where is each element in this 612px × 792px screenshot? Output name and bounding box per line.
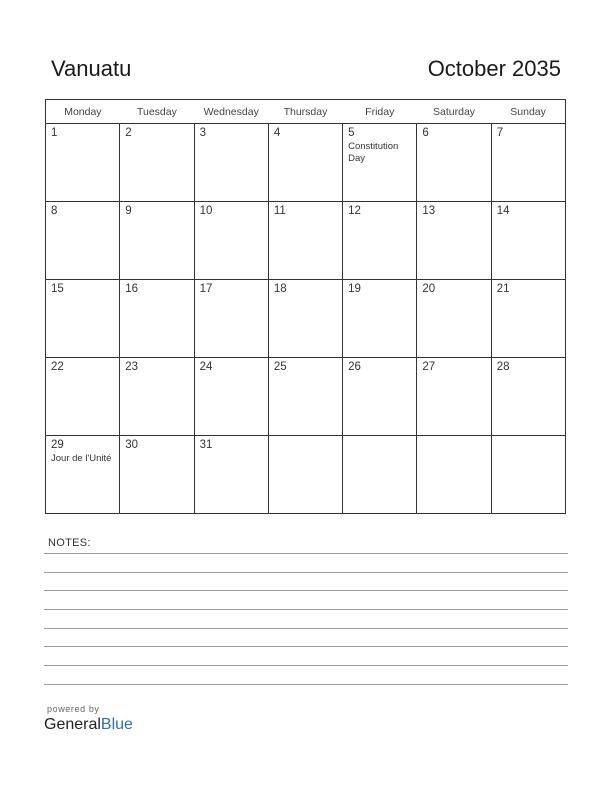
notes-line [44,572,568,573]
country-title: Vanuatu [51,56,132,81]
day-cell [343,202,417,280]
day-number: 12 [348,205,361,217]
day-cell [343,124,417,202]
day-number: 5 [348,127,355,139]
day-cell [46,280,120,358]
day-number: 4 [273,127,281,139]
day-number: 1 [51,127,58,139]
day-cell [46,202,120,280]
day-number: 22 [51,361,64,373]
weekday-sunday: Sunday [491,100,565,124]
powered-by-text: powered by [47,704,100,714]
day-cell [46,124,120,202]
day-cell [417,202,491,280]
day-number: 28 [496,361,510,373]
week-row [46,124,566,202]
day-number: 26 [348,361,361,373]
day-cell [194,202,268,280]
notes-line [44,609,568,610]
day-cell [268,280,342,358]
empty-day-cell [417,436,491,514]
brand-blue: Blue [100,716,133,733]
day-number: 16 [125,283,139,295]
day-number: 6 [422,127,429,139]
day-cell [120,202,194,280]
day-number: 20 [422,283,436,295]
day-number: 31 [199,439,213,451]
notes-line [44,590,568,591]
day-cell [194,358,268,436]
day-cell [268,358,342,436]
weekday-wednesday: Wednesday [194,100,268,124]
day-cell [194,436,268,514]
day-cell [194,280,268,358]
day-cell [120,280,194,358]
brand-general: General [44,716,101,733]
notes-line [44,628,568,629]
day-cell [120,124,194,202]
day-cell [491,202,565,280]
day-cell [491,280,565,358]
day-cell [417,358,491,436]
weekday-saturday: Saturday [417,100,491,124]
weekday-friday: Friday [343,100,417,124]
weekday-header-row [46,100,566,124]
day-number: 7 [496,127,504,139]
day-cell [268,124,342,202]
week-row [46,280,566,358]
day-number: 21 [496,283,510,295]
weekday-monday: Monday [46,100,120,124]
week-row [46,358,566,436]
day-number: 17 [199,283,213,295]
day-number: 15 [51,283,64,295]
day-cell [268,202,342,280]
notes-label: NOTES: [48,537,91,549]
holiday-label: Jour de l'Unité [51,453,112,464]
day-cell [491,124,565,202]
empty-day-cell [343,436,417,514]
day-number: 24 [199,361,213,373]
day-number: 10 [199,205,213,217]
day-number: 2 [125,127,132,139]
day-number: 3 [199,127,206,139]
empty-day-cell [268,436,342,514]
weekday-tuesday: Tuesday [120,100,194,124]
day-number: 8 [51,205,58,217]
day-cell [46,436,120,514]
day-number: 30 [125,439,139,451]
day-number: 19 [348,283,361,295]
empty-day-cell [491,436,565,514]
day-cell [46,358,120,436]
day-cell [417,124,491,202]
day-number: 9 [125,205,132,217]
day-number: 29 [51,439,64,451]
week-row [46,436,566,514]
notes-line [44,665,568,666]
day-cell [343,358,417,436]
week-row [46,202,566,280]
calendar-grid [45,99,566,514]
day-number: 25 [273,361,287,373]
day-number: 14 [496,205,510,217]
day-cell [417,280,491,358]
notes-line [44,684,568,685]
day-number: 27 [422,361,436,373]
notes-line [44,646,568,647]
generalblue-logo [44,716,133,734]
day-cell [343,280,417,358]
day-cell [194,124,268,202]
day-cell [120,358,194,436]
day-cell [491,358,565,436]
notes-line [44,553,568,554]
day-cell [120,436,194,514]
weekday-thursday: Thursday [268,100,342,124]
day-number: 13 [422,205,436,217]
holiday-label: Constitution Day [348,141,399,164]
day-number: 18 [273,283,287,295]
day-number: 11 [273,205,286,217]
day-number: 23 [125,361,139,373]
month-year-title: October 2035 [427,56,561,81]
